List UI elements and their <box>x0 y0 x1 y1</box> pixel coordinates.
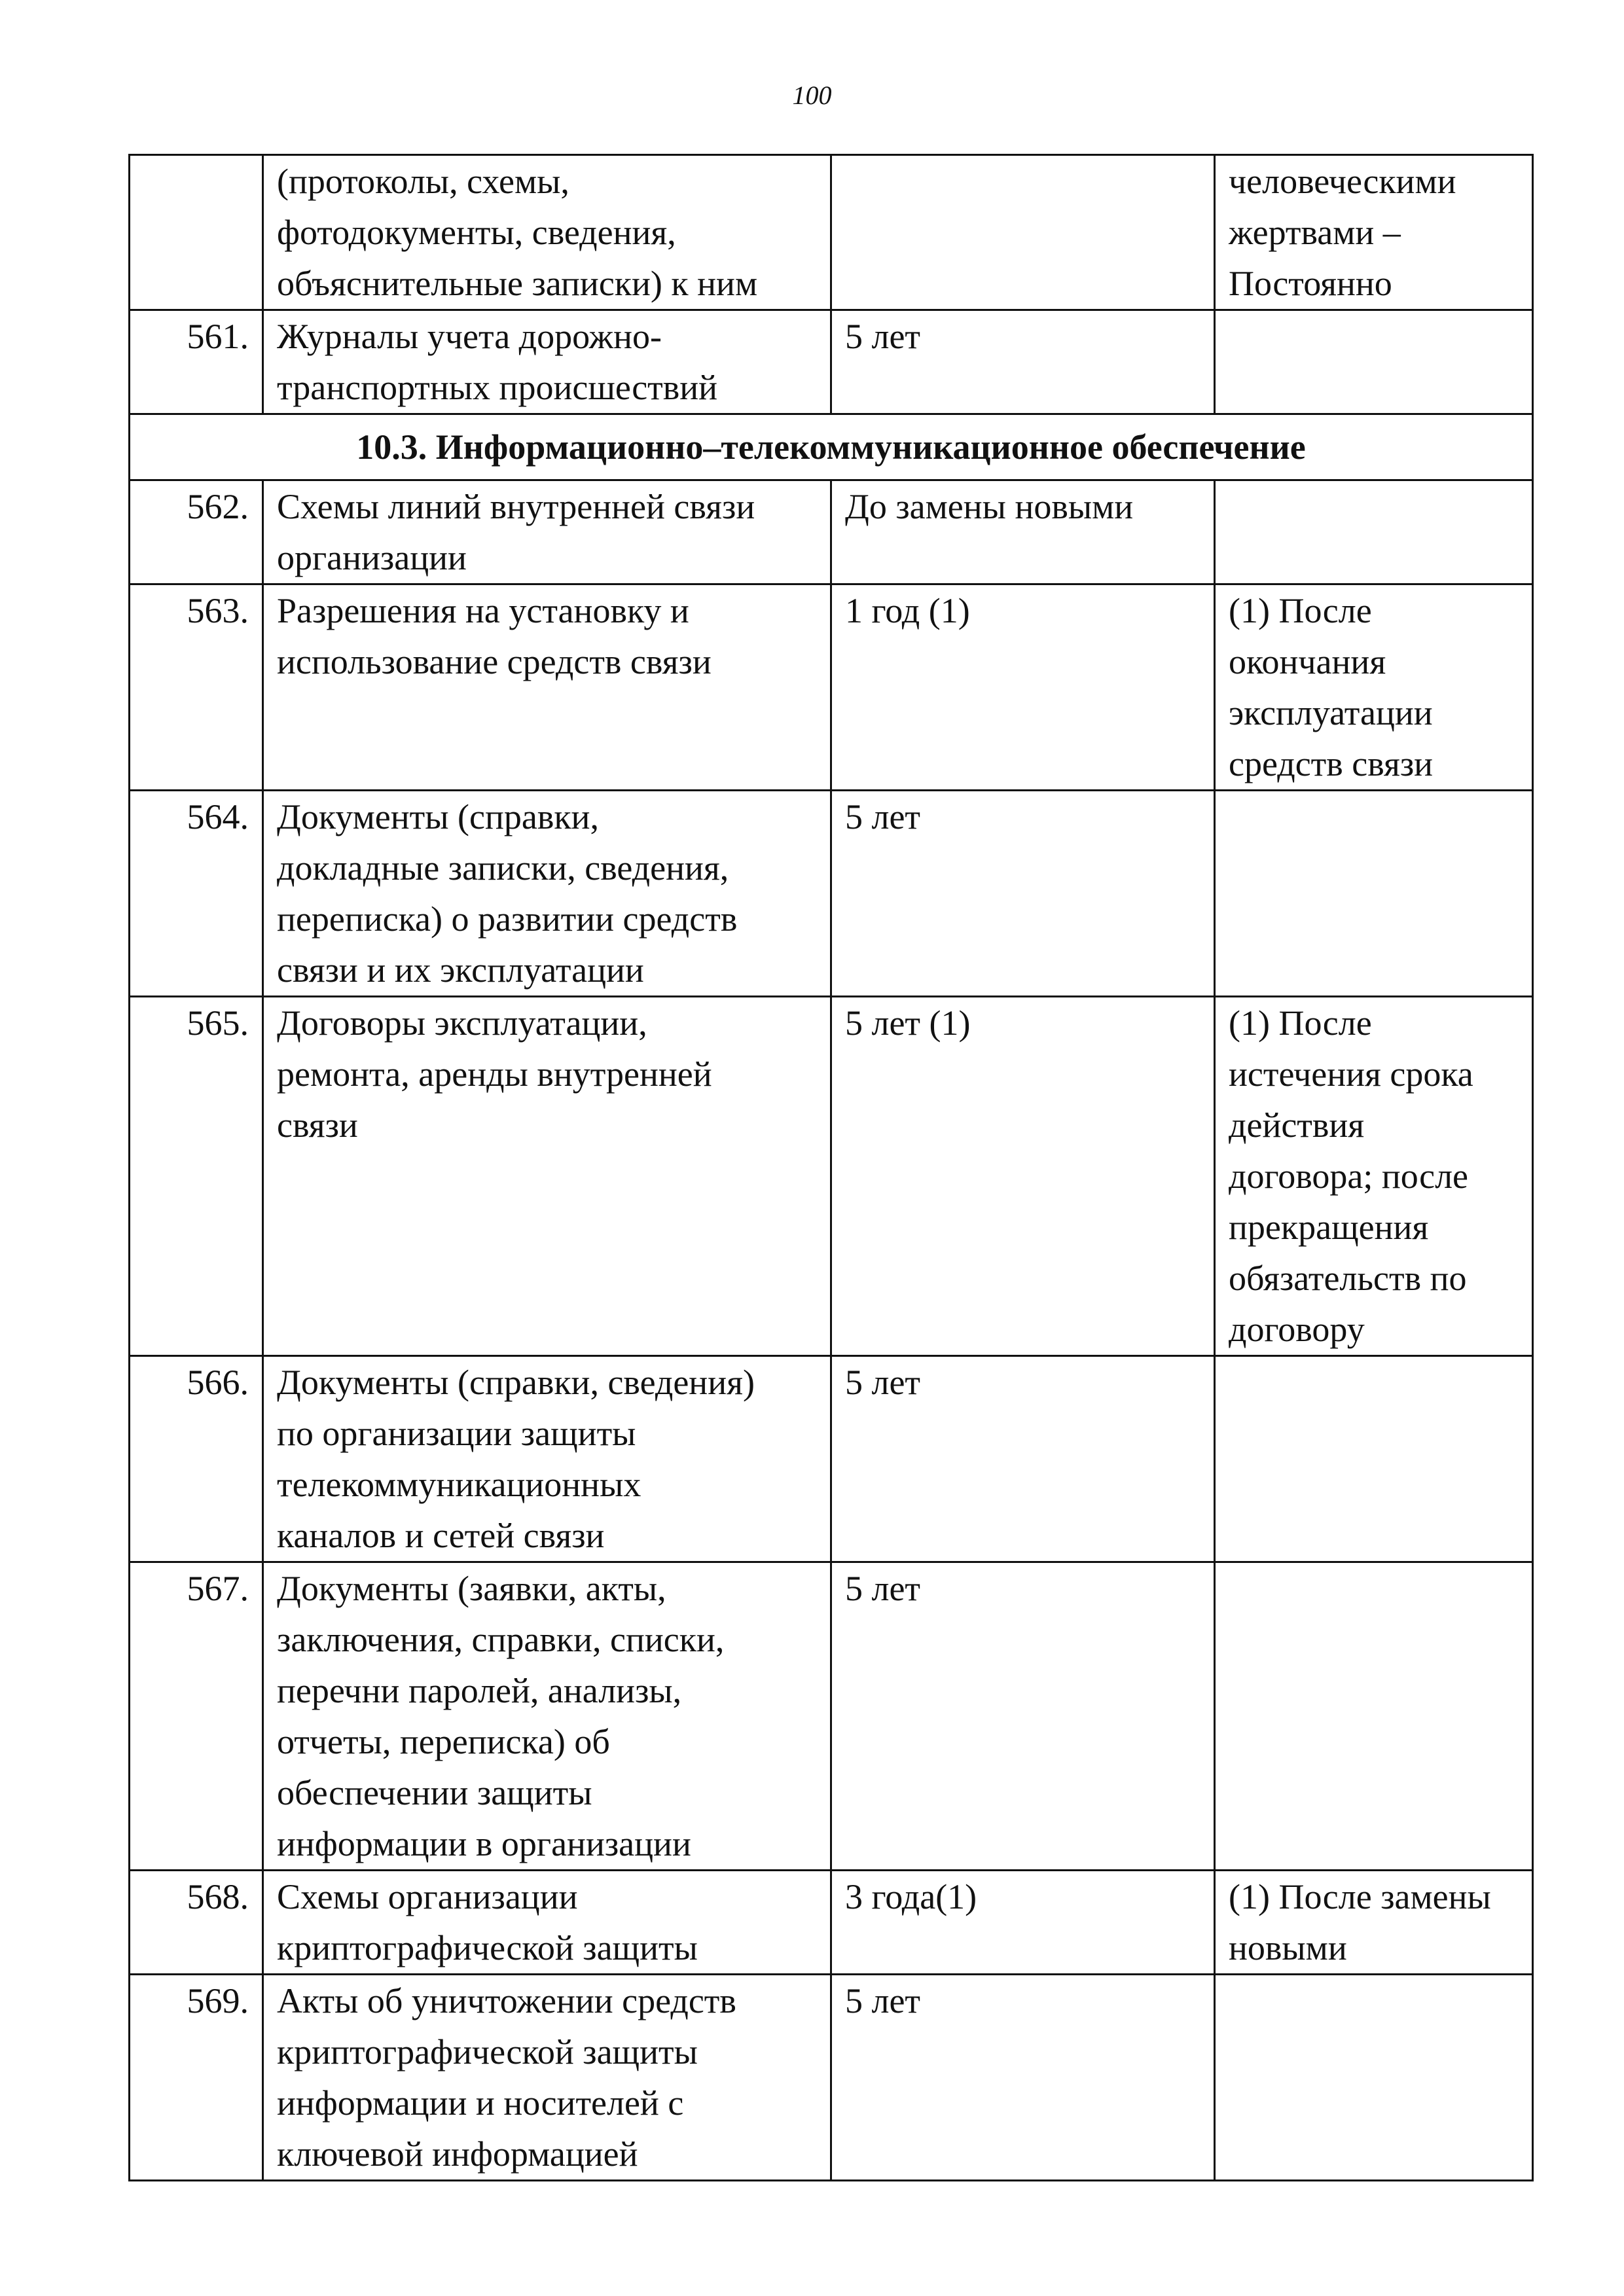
retention-term-line: 3 года(1) <box>845 1877 977 1916</box>
document-title-line: отчеты, переписка) об <box>277 1722 610 1761</box>
document-title-line: объяснительные записки) к ним <box>277 264 758 303</box>
document-title <box>263 1871 831 1975</box>
retention-term-line: 5 лет <box>845 797 921 836</box>
document-title-line: организации <box>277 538 467 577</box>
document-title <box>263 310 831 414</box>
retention-term <box>831 310 1215 414</box>
record-number <box>130 155 263 310</box>
page-number: 100 <box>792 81 832 110</box>
document-title-line: (протоколы, схемы, <box>277 162 569 201</box>
document-title-line: ремонта, аренды внутренней <box>277 1054 712 1094</box>
section-header-row <box>130 414 1533 480</box>
document-title-line: транспортных происшествий <box>277 368 718 407</box>
document-title-line: Документы (справки, <box>277 797 599 836</box>
retention-term <box>831 155 1215 310</box>
document-title <box>263 1975 831 2181</box>
retention-note <box>1215 1356 1533 1562</box>
records-table-body <box>130 155 1533 2181</box>
retention-note-line: истечения срока <box>1229 1054 1473 1094</box>
retention-note-line: новыми <box>1229 1928 1347 1967</box>
document-title <box>263 997 831 1356</box>
document-title-line: криптографической защиты <box>277 1928 698 1967</box>
retention-note-line: (1) После <box>1229 591 1372 630</box>
retention-note-line: договора; после <box>1229 1157 1469 1196</box>
retention-note-line: жертвами – <box>1229 213 1401 252</box>
retention-term <box>831 1975 1215 2181</box>
retention-note <box>1215 1562 1533 1871</box>
retention-term <box>831 584 1215 791</box>
table-row <box>130 791 1533 997</box>
retention-term-line: 5 лет <box>845 317 921 356</box>
table-row <box>130 1356 1533 1562</box>
document-title-line: информации в организации <box>277 1824 691 1863</box>
document-title <box>263 155 831 310</box>
document-title-line: Акты об уничтожении средств <box>277 1981 736 2020</box>
document-title-line: обеспечении защиты <box>277 1773 592 1812</box>
document-title-line: каналов и сетей связи <box>277 1516 605 1555</box>
table-row <box>130 1562 1533 1871</box>
table-row <box>130 997 1533 1356</box>
retention-term-line: 1 год (1) <box>845 591 970 630</box>
table-row <box>130 155 1533 310</box>
record-number: 564. <box>130 791 263 997</box>
retention-note <box>1215 480 1533 584</box>
record-number: 561. <box>130 310 263 414</box>
document-title <box>263 1562 831 1871</box>
retention-term-line: 5 лет <box>845 1363 921 1402</box>
document-title-line: Схемы линий внутренней связи <box>277 487 755 526</box>
document-title-line: использование средств связи <box>277 642 712 681</box>
document-title-line: Журналы учета дорожно- <box>277 317 662 356</box>
table-row <box>130 1975 1533 2181</box>
document-title-line: телекоммуникационных <box>277 1465 641 1504</box>
retention-note-line: Постоянно <box>1229 264 1392 303</box>
retention-note-line: договору <box>1229 1310 1365 1349</box>
retention-term-line: 5 лет (1) <box>845 1003 971 1043</box>
retention-note <box>1215 584 1533 791</box>
record-number: 565. <box>130 997 263 1356</box>
retention-note-line: (1) После <box>1229 1003 1372 1043</box>
document-title-line: заключения, справки, списки, <box>277 1620 725 1659</box>
document-title-line: связи и их эксплуатации <box>277 950 644 990</box>
records-table <box>128 154 1534 2181</box>
retention-note-line: окончания <box>1229 642 1386 681</box>
retention-note-line: эксплуатации <box>1229 693 1433 732</box>
retention-term-line: 5 лет <box>845 1569 921 1608</box>
record-number: 562. <box>130 480 263 584</box>
retention-term-line: До замены новыми <box>845 487 1134 526</box>
document-title-line: криптографической защиты <box>277 2032 698 2072</box>
document-title-line: Договоры эксплуатации, <box>277 1003 647 1043</box>
table-row <box>130 1871 1533 1975</box>
retention-term <box>831 791 1215 997</box>
retention-term <box>831 1871 1215 1975</box>
retention-term <box>831 997 1215 1356</box>
document-title <box>263 584 831 791</box>
document-title-line: ключевой информацией <box>277 2134 638 2174</box>
retention-note-line: действия <box>1229 1105 1365 1145</box>
document-title-line: Документы (заявки, акты, <box>277 1569 666 1608</box>
document-title-line: переписка) о развитии средств <box>277 899 738 939</box>
retention-note-line: обязательств по <box>1229 1259 1467 1298</box>
document-title-line: Схемы организации <box>277 1877 578 1916</box>
retention-note <box>1215 997 1533 1356</box>
retention-note <box>1215 1871 1533 1975</box>
record-number: 569. <box>130 1975 263 2181</box>
document-title <box>263 480 831 584</box>
retention-term <box>831 1562 1215 1871</box>
document-title-line: Разрешения на установку и <box>277 591 689 630</box>
retention-note <box>1215 155 1533 310</box>
document-title-line: докладные записки, сведения, <box>277 848 729 888</box>
record-number: 568. <box>130 1871 263 1975</box>
record-number: 563. <box>130 584 263 791</box>
table-row <box>130 584 1533 791</box>
document-title <box>263 1356 831 1562</box>
retention-term <box>831 1356 1215 1562</box>
document-title-line: по организации защиты <box>277 1414 636 1453</box>
document-title-line: фотодокументы, сведения, <box>277 213 676 252</box>
retention-note <box>1215 791 1533 997</box>
document-title <box>263 791 831 997</box>
table-row <box>130 310 1533 414</box>
retention-term <box>831 480 1215 584</box>
document-title-line: связи <box>277 1105 358 1145</box>
document-title-line: Документы (справки, сведения) <box>277 1363 755 1402</box>
table-row <box>130 480 1533 584</box>
retention-note-line: (1) После замены <box>1229 1877 1491 1916</box>
document-title-line: информации и носителей с <box>277 2083 684 2123</box>
retention-note <box>1215 1975 1533 2181</box>
retention-note-line: человеческими <box>1229 162 1456 201</box>
record-number: 567. <box>130 1562 263 1871</box>
retention-note-line: средств связи <box>1229 744 1434 783</box>
retention-note <box>1215 310 1533 414</box>
section-title: 10.3. Информационно–телекоммуникационное обеспечение <box>130 414 1533 480</box>
retention-note-line: прекращения <box>1229 1208 1429 1247</box>
retention-term-line: 5 лет <box>845 1981 921 2020</box>
document-title-line: перечни паролей, анализы, <box>277 1671 682 1710</box>
record-number: 566. <box>130 1356 263 1562</box>
